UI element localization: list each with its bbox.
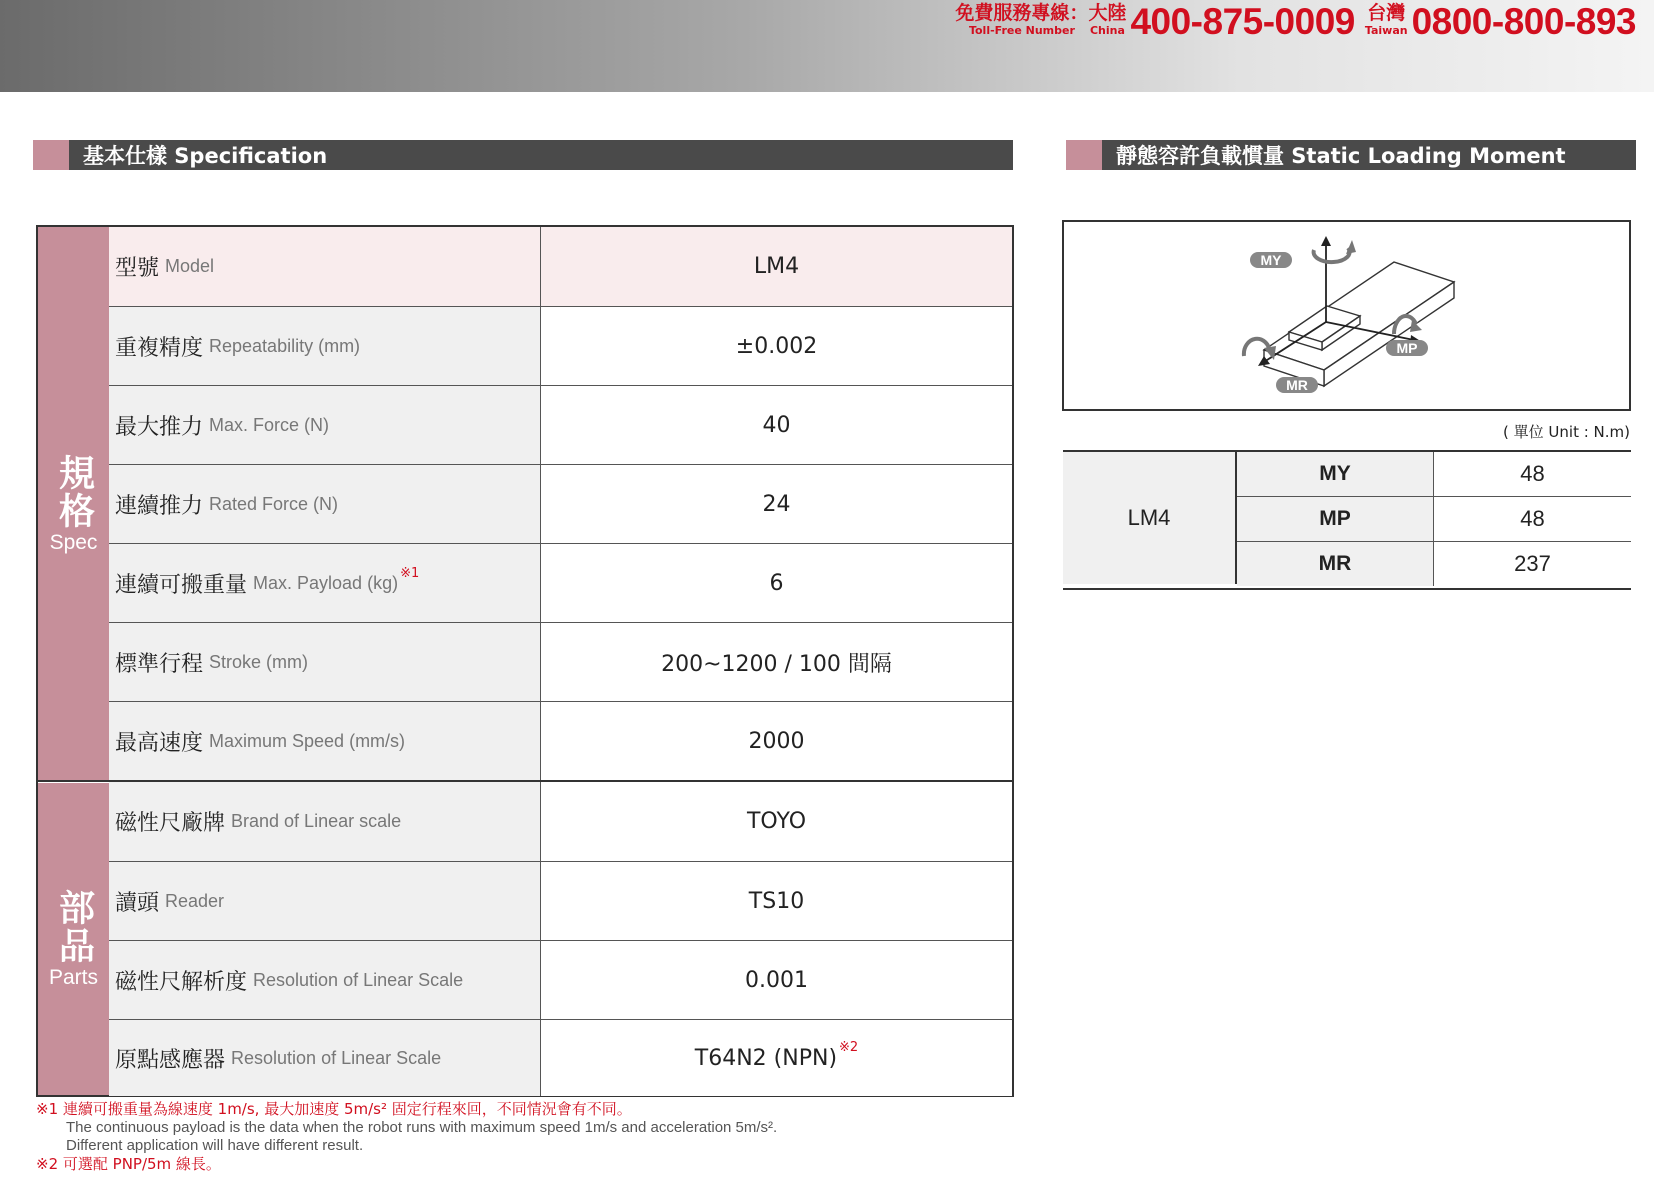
- value-rated-force: 24: [541, 465, 1012, 544]
- value-reader: TS10: [541, 862, 1012, 941]
- footnote-2-cn: ※2 可選配 PNP/5m 線長。: [36, 1155, 221, 1173]
- label-mp: MP: [1396, 340, 1418, 356]
- china-phone-number[interactable]: 400-875-0009: [1130, 1, 1355, 42]
- linear-stage-illustration: [1064, 222, 1629, 409]
- moment-model: LM4: [1063, 452, 1237, 584]
- specification-table: [36, 225, 1014, 1097]
- group-spec-cn: 規格: [53, 454, 95, 530]
- specification-header: [33, 140, 1013, 170]
- footnote-ref-2: ※2: [839, 1040, 859, 1055]
- table-row: 讀頭 Reader TS10: [109, 861, 1012, 941]
- moment-row-my: MY 48: [1237, 452, 1631, 496]
- moment-table: [1063, 450, 1631, 590]
- label-mr: MR: [1286, 377, 1308, 393]
- footnote-1-en-line2: Different application will have different result.: [66, 1137, 364, 1154]
- header-marker: [33, 140, 69, 170]
- table-row: 磁性尺廠牌 Brand of Linear scale TOYO: [109, 782, 1012, 861]
- footnotes: [36, 1100, 1016, 1174]
- moment-diagram: [1062, 220, 1631, 411]
- value-scale-brand: TOYO: [541, 782, 1012, 861]
- footnote-1-cn: ※1 連續可搬重量為線速度 1m/s, 最大加速度 5m/s² 固定行程來回，不同情況會有不同。: [36, 1100, 632, 1118]
- table-row: 型號 Model LM4: [109, 227, 1012, 306]
- value-model: LM4: [541, 227, 1012, 306]
- china-label: 大陸 China: [1088, 2, 1127, 37]
- footnote-ref-1: ※1: [400, 566, 420, 581]
- hotline-label: 免費服務專線： Toll-Free Number: [955, 2, 1089, 37]
- group-spec-en: Spec: [49, 531, 98, 554]
- moment-title: 靜態容許負載慣量 Static Loading Moment: [1116, 144, 1566, 168]
- value-repeatability: ±0.002: [541, 307, 1012, 386]
- taiwan-phone-number[interactable]: 0800-800-893: [1411, 1, 1636, 42]
- table-row: 最大推力 Max. Force (N) 40: [109, 385, 1012, 465]
- table-row: 連續推力 Rated Force (N) 24: [109, 464, 1012, 544]
- header-marker: [1066, 140, 1102, 170]
- table-row: 磁性尺解析度 Resolution of Linear Scale 0.001: [109, 940, 1012, 1020]
- label-mr-badge: [1276, 377, 1318, 393]
- moment-row-mp: MP 48: [1237, 497, 1631, 541]
- value-scale-resolution: 0.001: [541, 941, 1012, 1020]
- value-max-speed: 2000: [541, 702, 1012, 781]
- value-max-payload: 6: [541, 544, 1012, 623]
- specification-title: 基本仕樣 Specification: [83, 144, 328, 168]
- top-banner: [0, 0, 1654, 92]
- label-mp-badge: [1386, 340, 1428, 356]
- value-stroke: 200~1200 / 100 間隔: [541, 623, 1012, 702]
- toll-free-hotline: [955, 1, 1636, 42]
- group-spec: [38, 227, 109, 781]
- label-my: MY: [1260, 252, 1282, 268]
- table-row: 最高速度 Maximum Speed (mm/s) 2000: [109, 701, 1012, 781]
- table-row: 重複精度 Repeatability (mm) ±0.002: [109, 306, 1012, 386]
- footnote-1-en-line1: The continuous payload is the data when the robot runs with maximum speed 1m/s and acceleration 5m/s².: [66, 1119, 778, 1136]
- moment-header: [1066, 140, 1636, 170]
- group-parts-en: Parts: [48, 966, 98, 989]
- moment-row-mr: MR 237: [1237, 542, 1631, 586]
- table-row: 標準行程 Stroke (mm) 200~1200 / 100 間隔: [109, 622, 1012, 702]
- value-max-force: 40: [541, 386, 1012, 465]
- group-parts: [38, 783, 109, 1095]
- group-parts-cn: 部品: [53, 889, 95, 965]
- table-row: 原點感應器 Resolution of Linear Scale T64N2 (NPN) $^{※2}$: [109, 1019, 1012, 1096]
- unit-label: ( 單位 Unit : N.m): [1503, 423, 1630, 441]
- taiwan-label: 台灣 Taiwan: [1364, 2, 1408, 37]
- value-home-sensor: T64N2 (NPN) $^{※2}$: [541, 1020, 1012, 1096]
- table-row: 連續可搬重量 Max. Payload (kg) $^{※1}$ 6: [109, 543, 1012, 623]
- label-my-badge: [1250, 252, 1292, 268]
